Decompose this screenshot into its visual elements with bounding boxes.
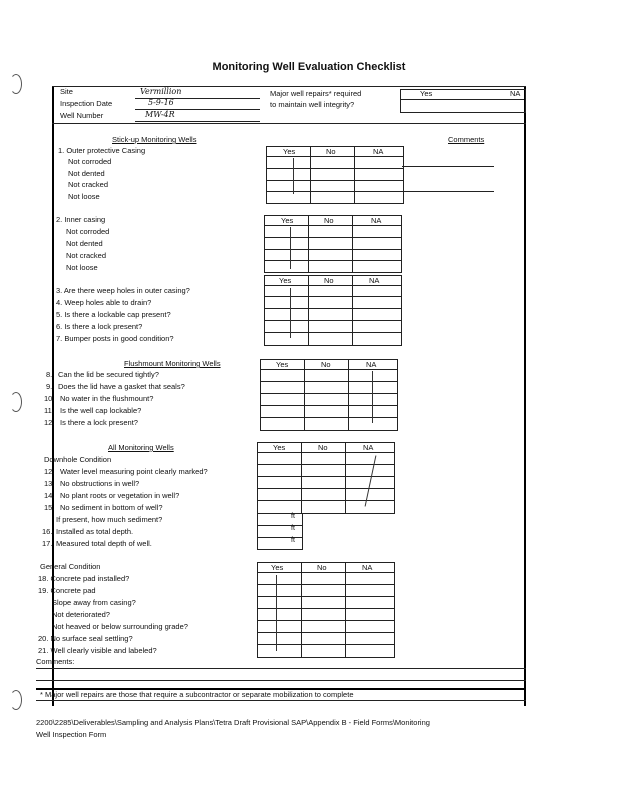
general-item: 21. Well clearly visible and labeled? [38, 646, 157, 655]
col-yes: Yes [276, 360, 289, 369]
punch-hole-top [10, 74, 22, 94]
item-number: 12. [44, 467, 55, 476]
frame-top [52, 86, 526, 87]
check-mark [290, 227, 291, 269]
general-item: Not heaved or below surrounding grade? [52, 622, 188, 631]
general-item: Slope away from casing? [52, 598, 136, 607]
col-no: No [326, 147, 336, 156]
check-mark [276, 575, 277, 651]
outer-item: Not loose [68, 192, 100, 201]
col-yes: Yes [281, 216, 294, 225]
comments-header: Comments [448, 135, 485, 144]
col-na: NA [371, 216, 382, 225]
flush-item: Is there a lock present? [60, 418, 138, 427]
footnote: * Major well repairs are those that require a subcontractor or separate mobilization to complete [40, 690, 354, 699]
item-number: 16. [42, 527, 53, 536]
all-wells-title: All Monitoring Wells [108, 443, 174, 452]
footer-path-line2: Well Inspection Form [36, 730, 107, 739]
col-na: NA [373, 147, 384, 156]
unit-ft: ft [291, 525, 295, 532]
inner-casing-label: 2. Inner casing [56, 215, 106, 224]
item-number: 11. [44, 406, 54, 415]
outer-item: Not corroded [68, 157, 112, 166]
general-item: 18. Concrete pad installed? [38, 574, 130, 583]
stickup-item: 7. Bumper posts in good condition? [56, 334, 174, 343]
repairs-answer-box [400, 89, 526, 113]
downhole-item: Water level measuring point clearly marked? [60, 467, 208, 476]
downhole-item: No plant roots or vegetation in well? [60, 491, 180, 500]
item-number: 14. [44, 491, 55, 500]
inspection-date-value: 5-9-16 [148, 98, 174, 107]
punch-hole-bottom [10, 690, 22, 710]
col-no: No [317, 563, 327, 572]
col-yes: Yes [273, 443, 286, 452]
measured-depth-ft-box [257, 537, 303, 550]
stickup-title: Stick-up Monitoring Wells [112, 135, 197, 144]
downhole-item: No sediment in bottom of well? [60, 503, 163, 512]
col-yes: Yes [283, 147, 296, 156]
depth-item: Measured total depth of well. [56, 539, 152, 548]
stickup-item: 6. Is there a lock present? [56, 322, 143, 331]
check-mark [372, 371, 373, 423]
repairs-na: NA [510, 89, 521, 98]
flush-item: Does the lid have a gasket that seals? [58, 382, 185, 391]
repairs-question-line2: to maintain well integrity? [270, 100, 355, 109]
check-mark [290, 288, 291, 338]
site-value: Vermillion [140, 87, 182, 96]
page-title: Monitoring Well Evaluation Checklist [212, 61, 406, 73]
general-item: Not deteriorated? [52, 610, 110, 619]
flushmount-title: Flushmount Monitoring Wells [124, 359, 221, 368]
inner-item: Not cracked [66, 251, 107, 260]
col-na: NA [362, 563, 373, 572]
stickup-item: 3. Are there weep holes in outer casing? [56, 286, 190, 295]
downhole-item: No obstructions in well? [60, 479, 140, 488]
inner-item: Not corroded [66, 227, 110, 236]
footer-path-line1: 2200\2285\Deliverables\Sampling and Analysis Plans\Tetra Draft Provisional SAP\Appendix B - Field Forms\Monitoring [36, 718, 430, 727]
item-number: 13. [44, 479, 55, 488]
item-number: 15. [44, 503, 55, 512]
col-no: No [324, 216, 334, 225]
item-number: 10. [44, 394, 55, 403]
repairs-question-line1: Major well repairs* required [270, 89, 362, 98]
well-number-label: Well Number [60, 111, 104, 120]
outer-item: Not cracked [68, 180, 109, 189]
col-no: No [321, 360, 331, 369]
site-label: Site [60, 87, 73, 96]
general-item: 20. No surface seal settling? [38, 634, 133, 643]
item-number: 17. [42, 539, 53, 548]
stickup-item: 4. Weep holes able to drain? [56, 298, 152, 307]
downhole-label: Downhole Condition [44, 455, 112, 464]
col-no: No [324, 276, 334, 285]
inner-item: Not dented [66, 239, 103, 248]
col-yes: Yes [271, 563, 284, 572]
item-number: 8. [46, 370, 53, 379]
unit-ft: ft [291, 537, 295, 544]
inner-item: Not loose [66, 263, 98, 272]
general-item: 19. Concrete pad [38, 586, 96, 595]
repairs-yes: Yes [420, 89, 433, 98]
header-divider [52, 123, 526, 124]
outer-item: Not dented [68, 169, 105, 178]
col-yes: Yes [279, 276, 292, 285]
item-number: 9. [46, 382, 53, 391]
inspection-date-label: Inspection Date [60, 99, 113, 108]
punch-hole-middle [10, 392, 22, 412]
flush-item: No water in the flushmount? [60, 394, 154, 403]
col-na: NA [363, 443, 374, 452]
depth-item: Installed as total depth. [56, 527, 134, 536]
col-na: NA [369, 276, 380, 285]
check-mark [293, 158, 294, 194]
col-na: NA [366, 360, 377, 369]
general-title: General Condition [40, 562, 101, 571]
outer-casing-label: 1. Outer protective Casing [58, 146, 146, 155]
sediment-question: If present, how much sediment? [56, 515, 163, 524]
frame-right [524, 86, 526, 706]
well-number-value: MW-4R [145, 110, 175, 119]
flush-item: Is the well cap lockable? [60, 406, 142, 415]
flush-item: Can the lid be secured tightly? [58, 370, 159, 379]
item-number: 12. [44, 418, 55, 427]
col-no: No [318, 443, 328, 452]
comments-footer-label: Comments: [36, 657, 75, 666]
unit-ft: ft [291, 513, 295, 520]
stickup-item: 5. Is there a lockable cap present? [56, 310, 171, 319]
